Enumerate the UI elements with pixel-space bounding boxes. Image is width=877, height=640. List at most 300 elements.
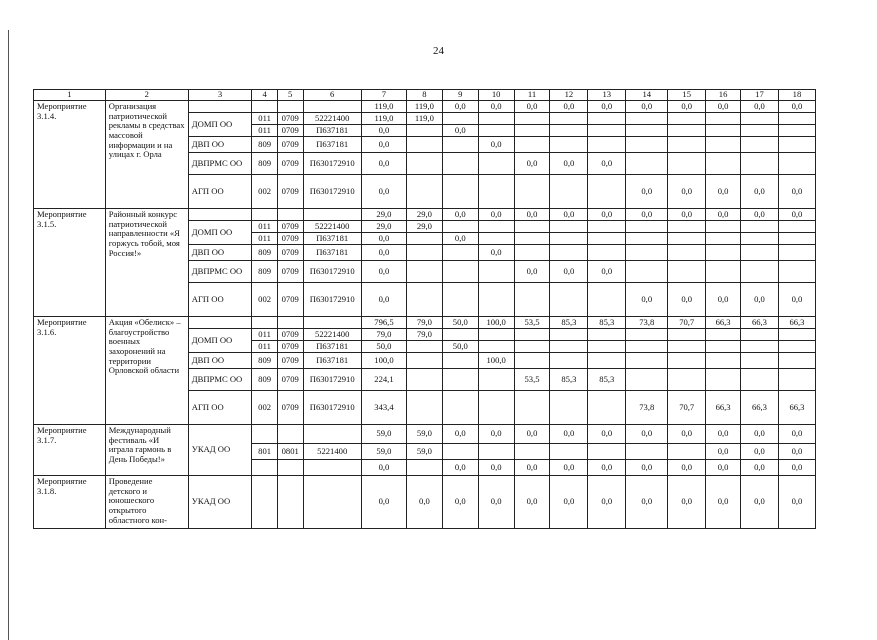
code-cell-col-4: 011 <box>252 233 278 245</box>
code-cell-col-5: 0709 <box>277 353 303 369</box>
value-cell-col-10: 0,0 <box>478 209 514 221</box>
value-cell-col-18: 0,0 <box>778 425 815 444</box>
value-cell-col-10: 100,0 <box>478 353 514 369</box>
value-cell-col-18 <box>778 245 815 261</box>
value-cell-col-14: 0,0 <box>626 476 668 529</box>
value-cell-col-17: 0,0 <box>741 444 779 460</box>
code-cell-col-6 <box>303 476 361 529</box>
value-cell-col-16 <box>706 261 741 283</box>
code-cell-col-4: 801 <box>252 444 278 460</box>
value-cell-col-13 <box>588 221 626 233</box>
code-cell-col-6: П637181 <box>303 137 361 153</box>
value-cell-col-14 <box>626 369 668 391</box>
executor-name: ДВП ОО <box>188 245 252 261</box>
value-cell-col-11: 0,0 <box>514 476 550 529</box>
measure-id: Мероприятие 3.1.7. <box>34 425 106 476</box>
value-cell-col-17 <box>741 221 779 233</box>
code-cell-col-6: П630172910 <box>303 261 361 283</box>
value-cell-col-18: 0,0 <box>778 476 815 529</box>
value-cell-col-9: 50,0 <box>442 317 478 329</box>
value-cell-col-10: 0,0 <box>478 476 514 529</box>
value-cell-col-7: 0,0 <box>361 125 406 137</box>
value-cell-col-8: 29,0 <box>407 209 443 221</box>
value-cell-col-18 <box>778 261 815 283</box>
code-cell-col-6 <box>303 101 361 113</box>
code-cell-col-4: 002 <box>252 283 278 317</box>
value-cell-col-13: 0,0 <box>588 460 626 476</box>
value-cell-col-10 <box>478 391 514 425</box>
value-cell-col-10 <box>478 153 514 175</box>
code-cell-col-5 <box>277 317 303 329</box>
value-cell-col-13: 85,3 <box>588 317 626 329</box>
value-cell-col-7: 0,0 <box>361 137 406 153</box>
value-cell-col-8: 119,0 <box>407 101 443 113</box>
value-cell-col-8: 79,0 <box>407 317 443 329</box>
code-cell-col-4: 011 <box>252 221 278 233</box>
value-cell-col-10 <box>478 221 514 233</box>
code-cell-col-6: П637181 <box>303 353 361 369</box>
code-cell-col-5: 0709 <box>277 245 303 261</box>
code-cell-col-4 <box>252 317 278 329</box>
value-cell-col-16: 0,0 <box>706 444 741 460</box>
value-cell-col-11: 0,0 <box>514 425 550 444</box>
value-cell-col-17 <box>741 113 779 125</box>
value-cell-col-13 <box>588 125 626 137</box>
code-cell-col-6: 52221400 <box>303 329 361 341</box>
code-cell-col-5: 0709 <box>277 369 303 391</box>
value-cell-col-17 <box>741 125 779 137</box>
value-cell-col-16 <box>706 221 741 233</box>
value-cell-col-12: 0,0 <box>550 153 588 175</box>
value-cell-col-9: 0,0 <box>442 460 478 476</box>
value-cell-col-7: 59,0 <box>361 444 406 460</box>
value-cell-col-16 <box>706 137 741 153</box>
value-cell-col-9 <box>442 369 478 391</box>
value-cell-col-10: 0,0 <box>478 245 514 261</box>
code-cell-col-4 <box>252 101 278 113</box>
value-cell-col-13 <box>588 137 626 153</box>
value-cell-col-7: 0,0 <box>361 175 406 209</box>
value-cell-col-17 <box>741 153 779 175</box>
value-cell-col-8: 119,0 <box>407 113 443 125</box>
value-cell-col-15 <box>668 233 706 245</box>
value-cell-col-12: 0,0 <box>550 476 588 529</box>
code-cell-col-5: 0709 <box>277 283 303 317</box>
value-cell-col-14 <box>626 245 668 261</box>
value-cell-col-15: 0,0 <box>668 425 706 444</box>
value-cell-col-11 <box>514 125 550 137</box>
measure-description: Международный фестиваль «И играла гармонь в День Победы!» <box>105 425 188 476</box>
value-cell-col-17 <box>741 137 779 153</box>
value-cell-col-8 <box>407 369 443 391</box>
value-cell-col-13 <box>588 175 626 209</box>
executor-name: ДОМП ОО <box>188 113 252 137</box>
value-cell-col-13 <box>588 283 626 317</box>
code-cell-col-5 <box>277 460 303 476</box>
code-cell-col-4: 809 <box>252 261 278 283</box>
value-cell-col-17 <box>741 341 779 353</box>
value-cell-col-13 <box>588 353 626 369</box>
value-cell-col-7: 0,0 <box>361 476 406 529</box>
code-cell-col-5: 0709 <box>277 137 303 153</box>
value-cell-col-9 <box>442 137 478 153</box>
executor-name: ДВП ОО <box>188 353 252 369</box>
value-cell-col-12 <box>550 125 588 137</box>
value-cell-col-17 <box>741 261 779 283</box>
value-cell-col-9 <box>442 245 478 261</box>
value-cell-col-17: 0,0 <box>741 460 779 476</box>
measure-description: Акция «Обелиск» – благоустройство военных захоронений на территории Орловской области <box>105 317 188 425</box>
value-cell-col-10 <box>478 283 514 317</box>
budget-table <box>33 89 816 529</box>
value-cell-col-17 <box>741 245 779 261</box>
value-cell-col-17: 0,0 <box>741 175 779 209</box>
value-cell-col-13 <box>588 391 626 425</box>
measure-description: Районный конкурс патриотической направленности «Я горжусь тобой, моя Россия!» <box>105 209 188 317</box>
code-cell-col-5: 0709 <box>277 233 303 245</box>
code-cell-col-5: 0709 <box>277 125 303 137</box>
code-cell-col-6: 52221400 <box>303 221 361 233</box>
value-cell-col-11: 0,0 <box>514 261 550 283</box>
code-cell-col-6: П630172910 <box>303 369 361 391</box>
value-cell-col-16: 0,0 <box>706 101 741 113</box>
value-cell-col-16 <box>706 125 741 137</box>
value-cell-col-8: 0,0 <box>407 476 443 529</box>
executor-name: ДВПРМС ОО <box>188 261 252 283</box>
value-cell-col-9 <box>442 329 478 341</box>
value-cell-col-12 <box>550 329 588 341</box>
code-cell-col-4: 809 <box>252 369 278 391</box>
value-cell-col-7: 59,0 <box>361 425 406 444</box>
value-cell-col-9 <box>442 391 478 425</box>
value-cell-col-15: 0,0 <box>668 283 706 317</box>
code-cell-col-6: П630172910 <box>303 283 361 317</box>
executor-name: АГП ОО <box>188 391 252 425</box>
value-cell-col-10 <box>478 341 514 353</box>
value-cell-col-17 <box>741 329 779 341</box>
code-cell-col-5 <box>277 209 303 221</box>
value-cell-col-18 <box>778 221 815 233</box>
value-cell-col-14: 0,0 <box>626 460 668 476</box>
column-number-5: 5 <box>277 90 303 101</box>
measure-description: Организация патриотической рекламы в средствах массовой информации и на улицах г. Орла <box>105 101 188 209</box>
value-cell-col-16 <box>706 113 741 125</box>
value-cell-col-14 <box>626 233 668 245</box>
code-cell-col-5: 0709 <box>277 113 303 125</box>
code-cell-col-4: 002 <box>252 175 278 209</box>
value-cell-col-14 <box>626 329 668 341</box>
value-cell-col-7: 100,0 <box>361 353 406 369</box>
column-number-9: 9 <box>442 90 478 101</box>
value-cell-col-9 <box>442 113 478 125</box>
value-cell-col-17: 0,0 <box>741 101 779 113</box>
value-cell-col-11: 0,0 <box>514 101 550 113</box>
code-cell-col-6: П630172910 <box>303 175 361 209</box>
value-cell-col-14 <box>626 125 668 137</box>
value-cell-col-7: 29,0 <box>361 209 406 221</box>
value-cell-col-13 <box>588 444 626 460</box>
value-cell-col-8 <box>407 137 443 153</box>
measure-id: Мероприятие 3.1.8. <box>34 476 106 529</box>
value-cell-col-16: 0,0 <box>706 209 741 221</box>
value-cell-col-7: 50,0 <box>361 341 406 353</box>
column-number-18: 18 <box>778 90 815 101</box>
code-cell-col-6: П630172910 <box>303 391 361 425</box>
value-cell-col-12 <box>550 444 588 460</box>
value-cell-col-8 <box>407 341 443 353</box>
value-cell-col-11 <box>514 329 550 341</box>
measure-id: Мероприятие 3.1.5. <box>34 209 106 317</box>
value-cell-col-11 <box>514 175 550 209</box>
value-cell-col-9: 0,0 <box>442 209 478 221</box>
code-cell-col-4: 809 <box>252 137 278 153</box>
code-cell-col-4 <box>252 425 278 444</box>
value-cell-col-16: 0,0 <box>706 283 741 317</box>
code-cell-col-6: П637181 <box>303 341 361 353</box>
value-cell-col-11: 0,0 <box>514 209 550 221</box>
value-cell-col-15 <box>668 261 706 283</box>
value-cell-col-12: 0,0 <box>550 101 588 113</box>
value-cell-col-15 <box>668 369 706 391</box>
value-cell-col-15: 0,0 <box>668 476 706 529</box>
value-cell-col-15 <box>668 221 706 233</box>
code-cell-col-6 <box>303 460 361 476</box>
column-number-10: 10 <box>478 90 514 101</box>
value-cell-col-17 <box>741 369 779 391</box>
value-cell-col-8 <box>407 283 443 317</box>
value-cell-col-8 <box>407 233 443 245</box>
code-cell-col-6: 52221400 <box>303 113 361 125</box>
value-cell-col-13 <box>588 341 626 353</box>
column-number-2: 2 <box>105 90 188 101</box>
value-cell-col-10: 100,0 <box>478 317 514 329</box>
value-cell-col-11 <box>514 353 550 369</box>
value-cell-col-18 <box>778 137 815 153</box>
value-cell-col-16 <box>706 353 741 369</box>
value-cell-col-18: 66,3 <box>778 317 815 329</box>
measure-id: Мероприятие 3.1.6. <box>34 317 106 425</box>
measure-total-row <box>34 317 816 329</box>
value-cell-col-12: 0,0 <box>550 209 588 221</box>
value-cell-col-15: 0,0 <box>668 460 706 476</box>
value-cell-col-18 <box>778 369 815 391</box>
value-cell-col-13: 0,0 <box>588 476 626 529</box>
value-cell-col-18: 66,3 <box>778 391 815 425</box>
value-cell-col-13: 0,0 <box>588 153 626 175</box>
value-cell-col-12: 85,3 <box>550 317 588 329</box>
value-cell-col-8 <box>407 153 443 175</box>
value-cell-col-16 <box>706 245 741 261</box>
value-cell-col-8 <box>407 125 443 137</box>
column-number-3: 3 <box>188 90 252 101</box>
measure-total-row <box>34 425 816 444</box>
value-cell-col-13: 0,0 <box>588 261 626 283</box>
value-cell-col-12 <box>550 245 588 261</box>
executor-name: УКАД ОО <box>188 476 252 529</box>
value-cell-col-15 <box>668 329 706 341</box>
value-cell-col-9 <box>442 444 478 460</box>
value-cell-col-9: 0,0 <box>442 101 478 113</box>
page-number: 24 <box>433 45 444 57</box>
value-cell-col-12 <box>550 113 588 125</box>
column-number-13: 13 <box>588 90 626 101</box>
value-cell-col-12: 0,0 <box>550 425 588 444</box>
value-cell-col-11 <box>514 341 550 353</box>
value-cell-col-15 <box>668 125 706 137</box>
column-number-8: 8 <box>407 90 443 101</box>
value-cell-col-11: 0,0 <box>514 460 550 476</box>
value-cell-col-14: 0,0 <box>626 175 668 209</box>
measure-total-row <box>34 476 816 529</box>
value-cell-col-11 <box>514 221 550 233</box>
value-cell-col-14: 0,0 <box>626 101 668 113</box>
value-cell-col-16 <box>706 369 741 391</box>
value-cell-col-18 <box>778 153 815 175</box>
value-cell-col-7: 79,0 <box>361 329 406 341</box>
value-cell-col-18 <box>778 125 815 137</box>
value-cell-col-7: 224,1 <box>361 369 406 391</box>
value-cell-col-8 <box>407 245 443 261</box>
value-cell-col-17: 66,3 <box>741 391 779 425</box>
code-cell-col-5: 0709 <box>277 153 303 175</box>
value-cell-col-11: 53,5 <box>514 317 550 329</box>
value-cell-col-14: 0,0 <box>626 425 668 444</box>
value-cell-col-18: 0,0 <box>778 283 815 317</box>
value-cell-col-9 <box>442 353 478 369</box>
value-cell-col-12 <box>550 391 588 425</box>
value-cell-col-9 <box>442 175 478 209</box>
value-cell-col-15: 70,7 <box>668 391 706 425</box>
value-cell-col-16: 0,0 <box>706 476 741 529</box>
value-cell-col-9: 0,0 <box>442 476 478 529</box>
value-cell-col-11: 53,5 <box>514 369 550 391</box>
value-cell-col-14 <box>626 113 668 125</box>
value-cell-col-9: 0,0 <box>442 125 478 137</box>
value-cell-col-10: 0,0 <box>478 137 514 153</box>
value-cell-col-7: 0,0 <box>361 283 406 317</box>
value-cell-col-14: 0,0 <box>626 283 668 317</box>
value-cell-col-15 <box>668 137 706 153</box>
value-cell-col-7: 0,0 <box>361 233 406 245</box>
value-cell-col-7: 119,0 <box>361 113 406 125</box>
value-cell-col-12: 0,0 <box>550 261 588 283</box>
column-number-6: 6 <box>303 90 361 101</box>
value-cell-col-11 <box>514 283 550 317</box>
value-cell-col-17: 0,0 <box>741 425 779 444</box>
value-cell-col-16: 66,3 <box>706 391 741 425</box>
value-cell-col-17: 0,0 <box>741 283 779 317</box>
value-cell-col-10: 0,0 <box>478 425 514 444</box>
column-number-row <box>34 90 816 101</box>
value-cell-col-16 <box>706 153 741 175</box>
code-cell-col-4: 011 <box>252 125 278 137</box>
value-cell-col-18 <box>778 113 815 125</box>
value-cell-col-13 <box>588 329 626 341</box>
code-cell-col-6 <box>303 317 361 329</box>
value-cell-col-15 <box>668 245 706 261</box>
value-cell-col-16 <box>706 341 741 353</box>
column-number-16: 16 <box>706 90 741 101</box>
value-cell-col-17: 0,0 <box>741 476 779 529</box>
value-cell-col-14 <box>626 353 668 369</box>
code-cell-col-4: 011 <box>252 113 278 125</box>
value-cell-col-12 <box>550 175 588 209</box>
code-cell-col-5 <box>277 425 303 444</box>
value-cell-col-15 <box>668 341 706 353</box>
value-cell-col-9 <box>442 283 478 317</box>
value-cell-col-12 <box>550 233 588 245</box>
code-cell-col-6 <box>303 209 361 221</box>
value-cell-col-7: 29,0 <box>361 221 406 233</box>
value-cell-col-18: 0,0 <box>778 209 815 221</box>
value-cell-col-18: 0,0 <box>778 444 815 460</box>
value-cell-col-15 <box>668 444 706 460</box>
value-cell-col-8: 29,0 <box>407 221 443 233</box>
code-cell-col-4: 011 <box>252 329 278 341</box>
value-cell-col-12: 85,3 <box>550 369 588 391</box>
executor-name: АГП ОО <box>188 283 252 317</box>
value-cell-col-11 <box>514 391 550 425</box>
value-cell-col-11 <box>514 233 550 245</box>
code-cell-col-4: 809 <box>252 153 278 175</box>
value-cell-col-15 <box>668 113 706 125</box>
value-cell-col-13: 0,0 <box>588 101 626 113</box>
value-cell-col-7: 0,0 <box>361 153 406 175</box>
code-cell-col-5: 0709 <box>277 261 303 283</box>
executor-name: ДВП ОО <box>188 137 252 153</box>
code-cell-col-4 <box>252 476 278 529</box>
column-number-15: 15 <box>668 90 706 101</box>
value-cell-col-10 <box>478 329 514 341</box>
value-cell-col-11 <box>514 137 550 153</box>
value-cell-col-10 <box>478 444 514 460</box>
value-cell-col-7: 796,5 <box>361 317 406 329</box>
value-cell-col-9: 0,0 <box>442 233 478 245</box>
code-cell-col-4: 002 <box>252 391 278 425</box>
measure-description: Проведение детского и юношеского открытого областного кон- <box>105 476 188 529</box>
executor-name: ДОМП ОО <box>188 329 252 353</box>
column-number-17: 17 <box>741 90 779 101</box>
value-cell-col-12 <box>550 353 588 369</box>
code-cell-col-6: П637181 <box>303 245 361 261</box>
column-number-7: 7 <box>361 90 406 101</box>
executor-name: ДВПРМС ОО <box>188 369 252 391</box>
value-cell-col-14 <box>626 341 668 353</box>
code-cell-col-4: 011 <box>252 341 278 353</box>
column-number-11: 11 <box>514 90 550 101</box>
value-cell-col-18 <box>778 353 815 369</box>
column-number-1: 1 <box>34 90 106 101</box>
value-cell-col-9: 0,0 <box>442 425 478 444</box>
value-cell-col-17: 0,0 <box>741 209 779 221</box>
value-cell-col-10 <box>478 125 514 137</box>
value-cell-col-8 <box>407 391 443 425</box>
value-cell-col-10 <box>478 233 514 245</box>
value-cell-col-16: 0,0 <box>706 425 741 444</box>
code-cell-col-5: 0709 <box>277 391 303 425</box>
value-cell-col-18: 0,0 <box>778 101 815 113</box>
code-cell-col-6: П630172910 <box>303 153 361 175</box>
value-cell-col-13: 85,3 <box>588 369 626 391</box>
value-cell-col-10 <box>478 369 514 391</box>
column-number-14: 14 <box>626 90 668 101</box>
value-cell-col-16 <box>706 329 741 341</box>
measure-total-row <box>34 209 816 221</box>
value-cell-col-10: 0,0 <box>478 101 514 113</box>
code-cell-col-6: П637181 <box>303 125 361 137</box>
code-cell-col-6: 5221400 <box>303 444 361 460</box>
value-cell-col-18: 0,0 <box>778 460 815 476</box>
